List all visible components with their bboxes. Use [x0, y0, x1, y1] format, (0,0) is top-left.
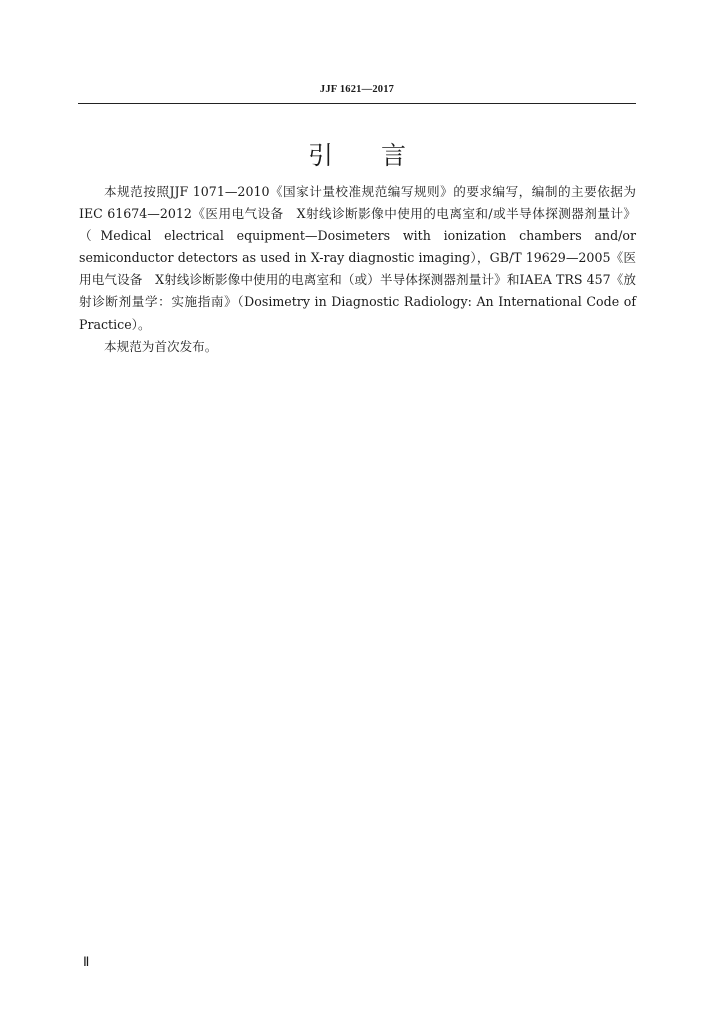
section-title [78, 136, 636, 172]
section-title-char-1: 引 [307, 141, 333, 170]
section-title-char-2: 言 [381, 141, 407, 170]
paragraph-first-release: 本规范为首次发布。 [104, 338, 218, 354]
page-number: Ⅱ [83, 954, 90, 969]
header-rule [78, 103, 636, 104]
page-header-code: JJF 1621—2017 [319, 84, 395, 95]
paragraph-intro: 本规范按照JJF 1071—2010《国家计量校准规范编写规则》的要求编写，编制的主要依据为IEC 61674—2012《医用电气设备 X射线诊断影像中使用的电离室和/或半导体探测器剂量计》（Medical electrical equipment—Dosimeters with ionization chambers and/or semiconductor detectors as used in X-ray diagnostic imaging），GB/T 19629—2005《医用电气设备 X射线诊断影像中使用的电离室和（或）半导体探测器剂量计》和IAEA TRS 457《放射诊断剂量学：实施指南》（Dosimetry in Diagnostic Radiology: An International Code of Practice）。 [79, 184, 636, 332]
body-text [79, 181, 636, 358]
